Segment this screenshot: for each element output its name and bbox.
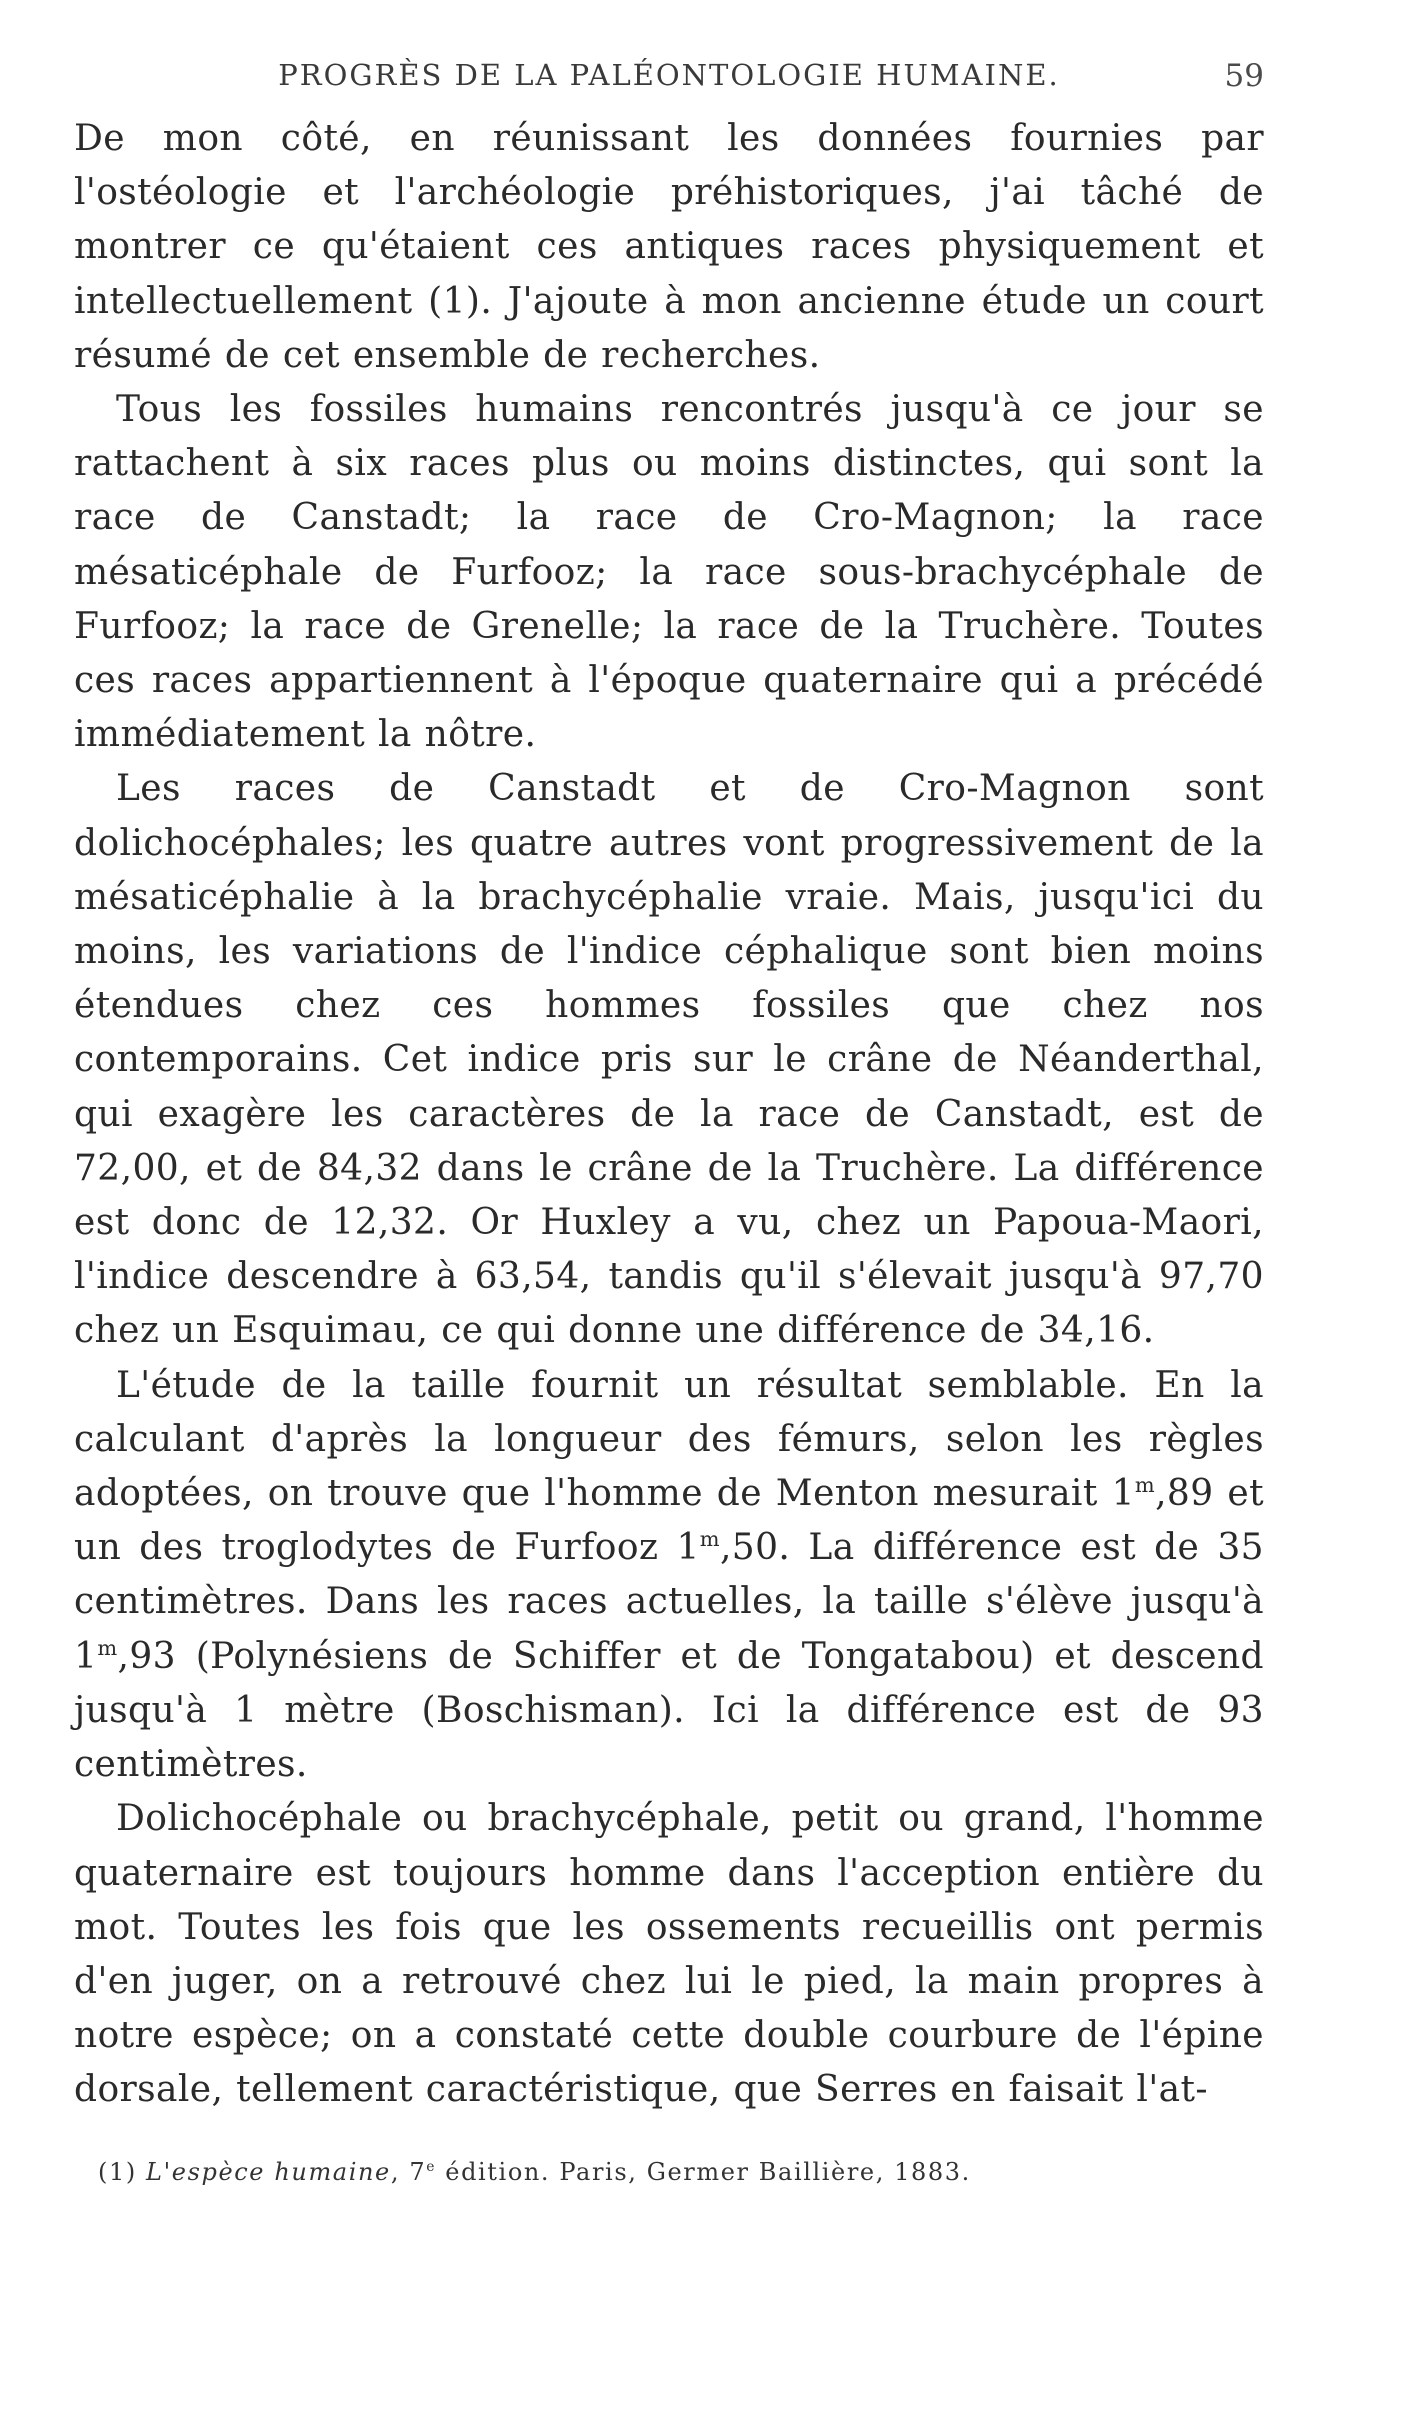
paragraph-3: Les races de Canstadt et de Cro-Magnon sont dolichocéphales; les quatre autres vont progressivement de la mésaticéphalie à la brachycéphalie vraie. Mais, jusqu'ici du moins, les variations de l'indice céphalique sont bien moins étendues chez ces hommes fossiles que chez nos contemporains. Cet indice pris sur le crâne de Néanderthal, qui exagère les caractères de la race de Canstadt, est de 72,00, et de 84,32 dans le crâne de la Truchère. La différence est donc de 12,32. Or Huxley a vu, chez un Papoua-Maori, l'indice descendre à 63,54, tandis qu'il s'élevait jusqu'à 97,70 chez un Esquimau, ce qui donne une différence de 34,16. xyxy=(74,768,1264,1352)
page-number: 59 xyxy=(1224,58,1264,94)
paragraph-4-part-3: ,50. La différence est de 35 centimètres. Dans les races actuelles, la taille s'élève jusqu'à 1 xyxy=(74,1527,1264,1677)
paragraph-5: Dolichocéphale ou brachycéphale, petit ou grand, l'homme quaternaire est toujours homme dans l'acception entière du mot. Toutes les fois que les ossements recueillis ont permis d'en juger, on a retrouvé chez lui le pied, la main propres à notre espèce; on a constaté cette double courbure de l'épine dorsale, tellement caractéristique, que Serres en faisait l'at- xyxy=(74,1798,1264,2111)
meter-unit-superscript: m xyxy=(97,1635,118,1660)
paragraph-4-part-4: ,93 (Polynésiens de Schiffer et de Tongatabou) et descend jusqu'à 1 mètre (Boschisman). Ici la différence est de 93 centimètres. xyxy=(74,1635,1264,1786)
footnote: (1) L'espèce humaine, 7e édition. Paris, Germer Baillière, 1883. xyxy=(98,2158,971,2186)
paragraph-1: De mon côté, en réunissant les données fournies par l'ostéologie et l'archéologie préhistoriques, j'ai tâché de montrer ce qu'étaient ces antiques races physiquement et intellectuellement (1). J'ajoute à mon ancienne étude un court résumé de cet ensemble de recherches. xyxy=(74,118,1264,376)
footnote-book-title: L'espèce humaine xyxy=(146,2158,391,2186)
footnote-citation: édition. Paris, Germer Baillière, 1883. xyxy=(445,2158,971,2186)
footnote-marker: (1) xyxy=(98,2158,137,2186)
meter-unit-superscript: m xyxy=(1134,1473,1156,1498)
paragraph-4-part-2: ,89 et un des troglodytes de Furfooz 1 xyxy=(74,1473,1264,1569)
paragraph-2: Tous les fossiles humains rencontrés jusqu'à ce jour se rattachent à six races plus ou moins distinctes, qui sont la race de Canstadt; la race de Cro-Magnon; la race mésaticéphale de Furfooz; la race sous-brachycéphale de Furfooz; la race de Grenelle; la race de la Truchère. Toutes ces races appartiennent à l'époque quaternaire qui a précédé immédiatement la nôtre. xyxy=(74,389,1264,756)
footnote-edition-number: 7 xyxy=(409,2158,427,2186)
paragraph-4-part-1: L'étude de la taille fournit un résultat semblable. En la calculant d'après la longueur des fémurs, selon les règles adoptées, on trouve que l'homme de Menton mesurait 1 xyxy=(74,1364,1264,1515)
meter-unit-superscript: m xyxy=(699,1527,720,1552)
running-title: PROGRÈS DE LA PALÉONTOLOGIE HUMAINE. xyxy=(278,58,1060,92)
footnote-edition-suffix: e xyxy=(426,2159,437,2175)
paragraph-4 xyxy=(74,1359,1264,1793)
page-header xyxy=(74,58,1264,98)
body-text xyxy=(74,112,1264,2118)
